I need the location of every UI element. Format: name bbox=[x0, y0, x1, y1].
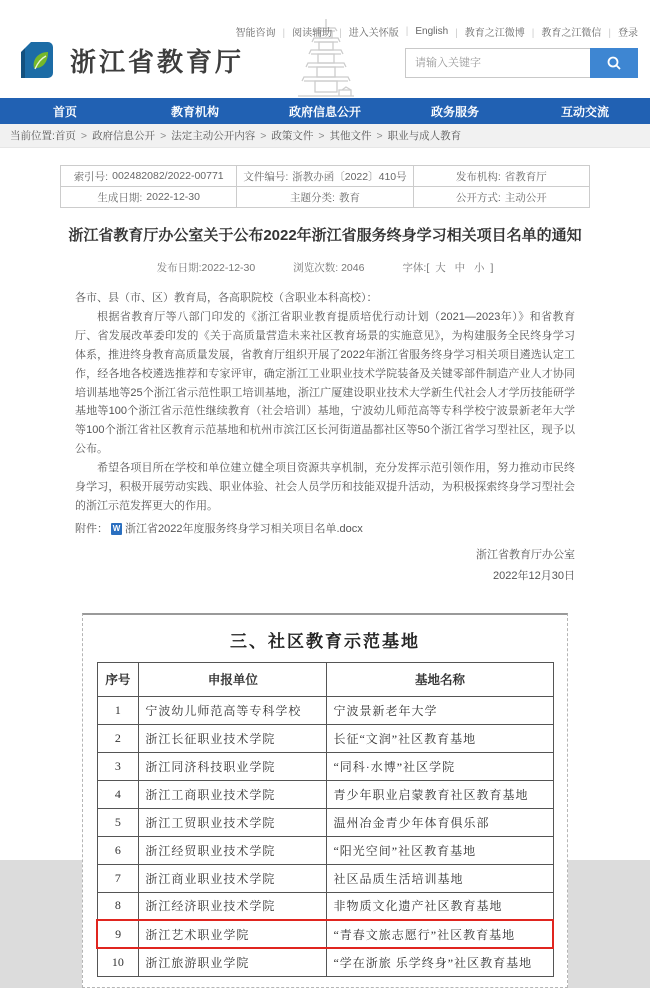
cell-no: 2 bbox=[97, 724, 139, 752]
font-widget-suffix: ] bbox=[490, 262, 494, 274]
paragraph-hope: 希望各项目所在学校和单位建立健全项目资源共享机制，充分发挥示范引领作用，努力推动市民终身学习，积极开展劳动实践、职业体验、社会人员学历和技能双提升活动，为积极探索终身学习型社会的浙江示范发挥更大的作用。 bbox=[75, 462, 575, 512]
article-meta-line bbox=[0, 260, 650, 275]
word-doc-icon: W bbox=[112, 524, 121, 534]
crumb-other-docs[interactable]: > 其他文件 bbox=[313, 128, 371, 143]
table-header-row bbox=[97, 662, 553, 696]
cell-org: 浙江经贸职业技术学院 bbox=[139, 836, 327, 864]
link-care-version[interactable]: | 进入关怀版 bbox=[332, 24, 399, 39]
cell-org: 浙江工贸职业技术学院 bbox=[139, 808, 327, 836]
meta-disclosure-mode: 公开方式: 主动公开 bbox=[414, 187, 590, 208]
cell-no: 4 bbox=[97, 780, 139, 808]
table-row bbox=[97, 892, 553, 920]
font-widget-prefix: 字体:[ bbox=[402, 262, 430, 274]
cell-org: 浙江同济科技职业学院 bbox=[139, 752, 327, 780]
cell-base: “学在浙旅 乐学终身”社区教育基地 bbox=[327, 948, 553, 976]
nav-gov-services[interactable]: 政务服务 bbox=[430, 104, 479, 119]
cell-org: 浙江工商职业技术学院 bbox=[139, 780, 327, 808]
nav-gov-info[interactable]: 政府信息公开 bbox=[288, 104, 361, 119]
crumb-vocational-edu[interactable]: > 职业与成人教育 bbox=[371, 128, 461, 143]
cell-base: “阳光空间”社区教育基地 bbox=[327, 836, 553, 864]
link-reading-aid[interactable]: | 阅读辅助 bbox=[276, 24, 333, 39]
community-edu-base-table bbox=[96, 662, 554, 977]
table-row bbox=[97, 864, 553, 892]
site-title: 浙江省教育厅 bbox=[70, 47, 245, 77]
cell-no: 1 bbox=[97, 696, 139, 724]
meta-created-date: 生成日期: 2022-12-30 bbox=[61, 187, 237, 208]
cell-base: “青春文旅志愿行”社区教育基地 bbox=[327, 920, 553, 948]
page-title: 浙江省教育厅办公室关于公布2022年浙江省服务终身学习相关项目名单的通知 bbox=[68, 227, 582, 244]
cell-org: 浙江旅游职业学院 bbox=[139, 948, 327, 976]
cell-no: 7 bbox=[97, 864, 139, 892]
cell-base: 青少年职业启蒙教育社区教育基地 bbox=[327, 780, 553, 808]
cell-base: 温州冶金青少年体育俱乐部 bbox=[327, 808, 553, 836]
crumb-disclosure[interactable]: > 法定主动公开内容 bbox=[155, 128, 255, 143]
crumb-home[interactable]: 首页 bbox=[54, 130, 76, 142]
table-row bbox=[97, 808, 553, 836]
table-row bbox=[97, 836, 553, 864]
meta-index-no: 索引号: 002482082/2022-00771 bbox=[61, 166, 237, 187]
publish-date: 发布日期:2022-12-30 bbox=[156, 262, 256, 274]
cell-org: 浙江商业职业技术学院 bbox=[139, 864, 327, 892]
font-size-widget bbox=[402, 260, 493, 275]
search-icon bbox=[606, 55, 622, 71]
signature-org: 浙江省教育厅办公室 bbox=[476, 548, 575, 561]
search-button[interactable] bbox=[590, 48, 638, 78]
header-base: 基地名称 bbox=[327, 662, 553, 696]
crumb-policy-docs[interactable]: > 政策文件 bbox=[255, 128, 313, 143]
table-section-title: 三、社区教育示范基地 bbox=[230, 631, 420, 651]
signature-date: 2022年12月30日 bbox=[493, 569, 575, 582]
cell-base: 社区品质生活培训基地 bbox=[327, 864, 553, 892]
cell-org: 宁波幼儿师范高等专科学校 bbox=[139, 696, 327, 724]
cell-no: 6 bbox=[97, 836, 139, 864]
table-row bbox=[97, 920, 553, 948]
meta-doc-no: 文件编号: 浙教办函〔2022〕410号 bbox=[237, 166, 413, 187]
table-row bbox=[97, 724, 553, 752]
link-weibo[interactable]: | 教育之江微博 bbox=[448, 24, 525, 39]
cell-base: “同科·水博”社区学院 bbox=[327, 752, 553, 780]
header-no: 序号 bbox=[97, 662, 139, 696]
table-row bbox=[97, 752, 553, 780]
breadcrumb-prefix: 当前位置: bbox=[10, 130, 55, 142]
cell-no: 5 bbox=[97, 808, 139, 836]
breadcrumb bbox=[0, 124, 650, 148]
book-leaf-logo-icon bbox=[14, 38, 58, 82]
nav-interaction[interactable]: 互动交流 bbox=[560, 104, 609, 119]
base-table-body bbox=[97, 696, 553, 976]
link-wechat[interactable]: | 教育之江微信 bbox=[525, 24, 602, 39]
cell-no: 10 bbox=[97, 948, 139, 976]
cell-base: 非物质文化遗产社区教育基地 bbox=[327, 892, 553, 920]
cell-no: 8 bbox=[97, 892, 139, 920]
link-english[interactable]: | English bbox=[399, 26, 448, 37]
link-login[interactable]: | 登录 bbox=[601, 24, 638, 39]
doc-meta-table bbox=[60, 165, 590, 208]
search-input[interactable] bbox=[405, 48, 590, 78]
site-logo[interactable] bbox=[14, 38, 244, 82]
cell-org: 浙江艺术职业学院 bbox=[139, 920, 327, 948]
cell-no: 9 bbox=[97, 920, 139, 948]
nav-home[interactable]: 首页 bbox=[52, 104, 77, 119]
font-size-small[interactable]: 小 bbox=[474, 262, 485, 274]
attachment-label: 附件： bbox=[75, 522, 108, 535]
view-count: 浏览次数: 2046 bbox=[293, 262, 365, 274]
crumb-gov-info[interactable]: > 政府信息公开 bbox=[76, 128, 155, 143]
cell-org: 浙江经济职业技术学院 bbox=[139, 892, 327, 920]
salutation: 各市、县（市、区）教育局，各高职院校（含职业本科高校）： bbox=[75, 292, 378, 304]
cell-base: 长征“文润”社区教育基地 bbox=[327, 724, 553, 752]
cell-no: 3 bbox=[97, 752, 139, 780]
nav-institutions[interactable]: 教育机构 bbox=[170, 104, 219, 119]
header-org: 申报单位 bbox=[139, 662, 327, 696]
article-body bbox=[75, 289, 575, 587]
cell-base: 宁波景新老年大学 bbox=[327, 696, 553, 724]
table-row bbox=[97, 948, 553, 976]
search-bar bbox=[405, 48, 638, 78]
link-smart-consult[interactable]: 智能咨询 bbox=[235, 28, 276, 39]
main-nav bbox=[0, 98, 650, 124]
font-size-medium[interactable]: 中 bbox=[454, 262, 466, 274]
meta-topic: 主题分类: 教育 bbox=[237, 187, 413, 208]
attachment-line bbox=[75, 520, 575, 539]
site-header bbox=[0, 0, 650, 98]
cell-org: 浙江长征职业技术学院 bbox=[139, 724, 327, 752]
attachment-link[interactable]: 浙江省2022年度服务终身学习相关项目名单.docx bbox=[125, 522, 363, 535]
font-size-large[interactable]: 大 bbox=[435, 262, 446, 274]
utility-links bbox=[236, 24, 638, 39]
meta-issuer: 发布机构: 省教育厅 bbox=[414, 166, 590, 187]
base-table-figure bbox=[82, 613, 568, 988]
signature-block bbox=[75, 545, 575, 587]
paragraph-main: 根据省教育厅等八部门印发的《浙江省职业教育提质培优行动计划（2021—2023年）》和省教育厅、省发展改革委印发的《关于高质量营造未来社区教育场景的实施意见》，为构建服务全民终身学习体系，推进终身教育高质量发展，省教育厅组织开展了2022年浙江省服务终身学习相关项目遴选认定工作，经各地各校遴选推荐和专家评审，确定浙江工业职业技术学院装备及关键零部件制造产业人才协同培训基地等25个浙江省示范性职工培训基地，浙江广厦建设职业技术大学新生代社会人才学历技能研学基地等100个浙江省示范性继续教育（社会培训）基地，宁波幼儿师范高等专科学校宁波景新老年大学等100个浙江省社区教育示范基地和杭州市滨江区长河街道晶都社区等50个浙江省学习型社区，现予以公布。 bbox=[75, 310, 575, 456]
table-row bbox=[97, 696, 553, 724]
table-row bbox=[97, 780, 553, 808]
